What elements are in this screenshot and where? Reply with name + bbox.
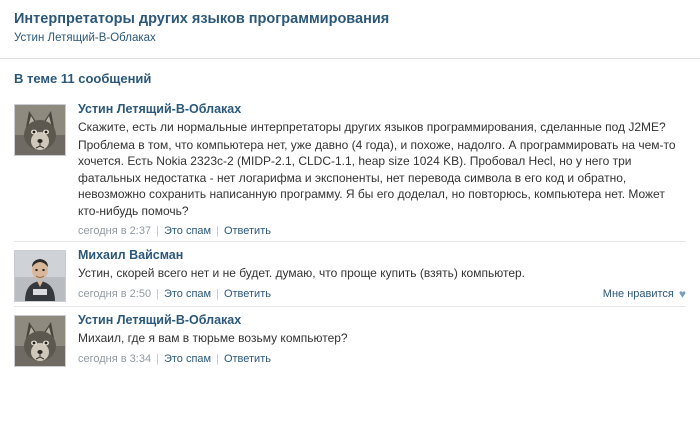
report-spam-link[interactable]: Это спам [163, 287, 212, 300]
list-item [14, 96, 686, 241]
report-spam-link[interactable]: Это спам [163, 225, 212, 237]
like-label[interactable]: Мне нравится [602, 287, 674, 300]
post-paragraph: Проблема в том, что компьютера нет, уже давно (4 года), и похоже, надолго. А программировать на чем-то хочется. Есть Nokia 2323c-2 (MIDP-2.1, CLDC-1.1, heap size 1024 KB). Пробовал Hecl, но у него три фатальных недостатка - нет логарифма и экспоненты, нет перевода символа в его код и обратно, невозможно сохранить написанную программу. Я бы его доделал, но повторюсь, компьютера нет. Может кто-нибудь помочь? [78, 137, 676, 218]
footer-separator: | [216, 225, 219, 237]
post-paragraph: Скажите, есть ли нормальные интерпретаторы других языков программирования, сделанные под J2ME? [78, 120, 666, 134]
post-footer [78, 288, 686, 300]
topic-header [0, 0, 700, 50]
bottom-spacer [14, 371, 686, 377]
post-text [78, 119, 686, 219]
post-footer [78, 225, 686, 237]
reply-link[interactable]: Ответить [223, 352, 271, 365]
list-item [14, 241, 686, 306]
man-photo-avatar-icon [15, 251, 65, 301]
post-list [0, 96, 700, 377]
post-footer [78, 353, 686, 365]
post-author-link[interactable]: Михаил Вайсман [78, 248, 184, 262]
post-text [78, 265, 686, 282]
footer-separator: | [156, 352, 159, 365]
like-control[interactable] [603, 288, 686, 300]
post-timestamp: сегодня в 2:37 [78, 225, 152, 237]
topic-author-link[interactable]: Устин Летящий-В-Облаках [14, 32, 156, 44]
list-item [14, 306, 686, 371]
post-author-link[interactable]: Устин Летящий-В-Облаках [78, 313, 242, 327]
heart-icon[interactable]: ♥ [678, 286, 686, 301]
post-body [78, 313, 686, 367]
post-author-link[interactable]: Устин Летящий-В-Облаках [78, 102, 242, 116]
post-paragraph: Михаил, где я вам в тюрьме возьму компьютер? [78, 331, 348, 345]
footer-separator: | [216, 287, 219, 300]
report-spam-link[interactable]: Это спам [163, 352, 212, 365]
footer-separator: | [156, 225, 159, 237]
man-photo-avatar[interactable] [14, 250, 66, 302]
footer-separator: | [216, 352, 219, 365]
reply-link[interactable]: Ответить [223, 287, 271, 300]
wolf-avatar-icon [15, 316, 65, 366]
post-text [78, 330, 686, 347]
post-body [78, 248, 686, 302]
reply-link[interactable]: Ответить [223, 225, 271, 237]
post-timestamp: сегодня в 2:50 [78, 287, 152, 300]
page-title: Интерпретаторы других языков программирования [14, 11, 390, 27]
wolf-avatar[interactable] [14, 315, 66, 367]
wolf-avatar[interactable] [14, 104, 66, 156]
post-timestamp: сегодня в 3:34 [78, 352, 152, 365]
footer-separator: | [156, 287, 159, 300]
post-body [78, 102, 686, 237]
post-paragraph: Устин, скорей всего нет и не будет. думаю, что проще купить (взять) компьютер. [78, 266, 526, 280]
wolf-avatar-icon [15, 105, 65, 155]
thread-message-count: В теме 11 сообщений [14, 71, 152, 86]
